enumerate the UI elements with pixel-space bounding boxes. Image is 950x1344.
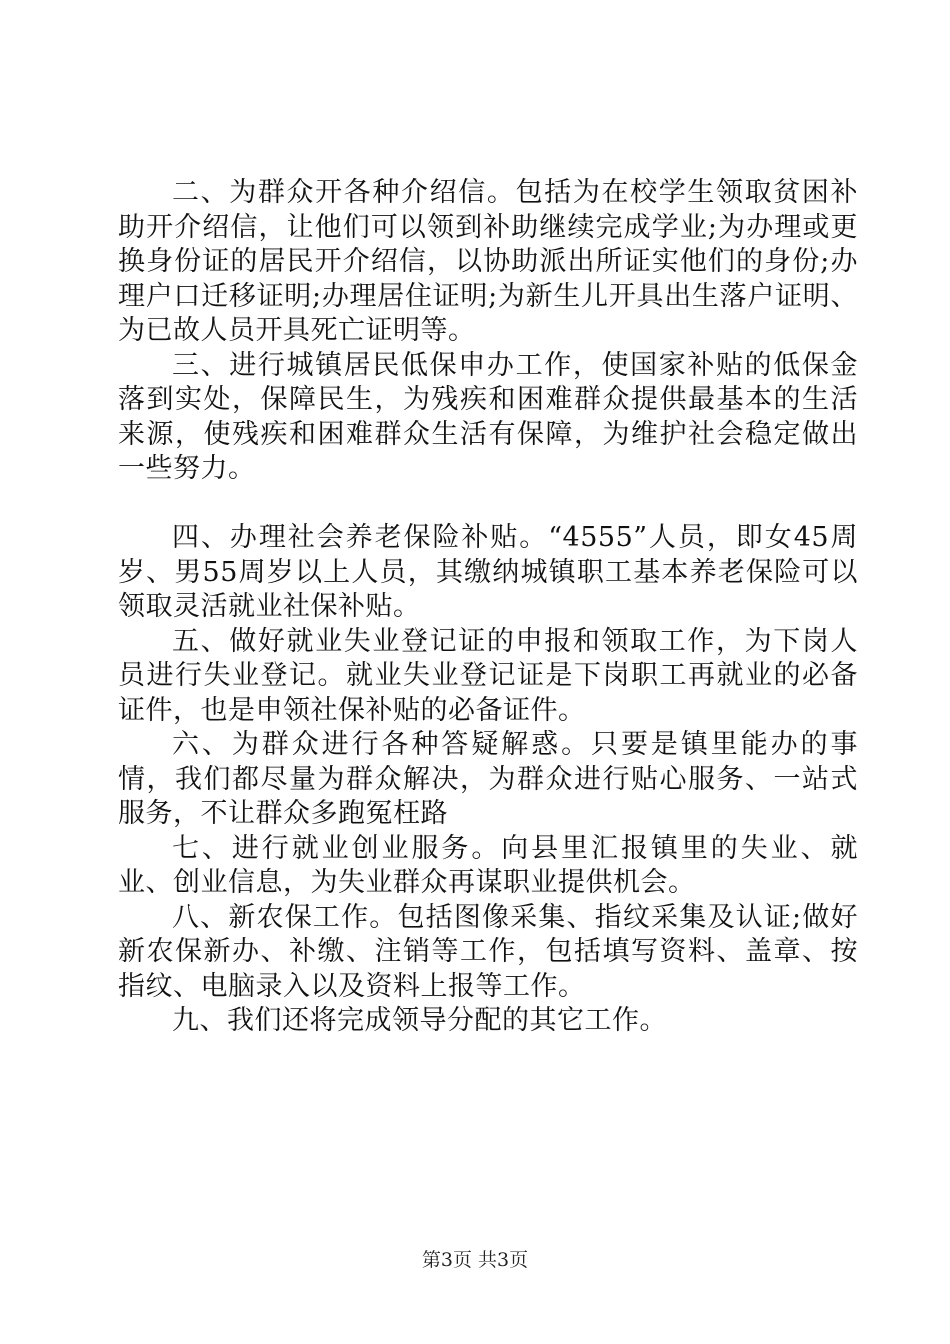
paragraph-item-4: 四、办理社会养老保险补贴。“4555”人员，即女45周岁、男55周岁以上人员，其缴纳城镇职工基本养老保险可以领取灵活就业社保补贴。 (118, 522, 858, 622)
paragraph-item-8: 八、新农保工作。包括图像采集、指纹采集及认证;做好新农保新办、补缴、注销等工作，包括填写资料、盖章、按指纹、电脑录入以及资料上报等工作。 (118, 901, 858, 1002)
paragraph-item-3: 三、进行城镇居民低保申办工作，使国家补贴的低保金落到实处，保障民生，为残疾和困难群众提供最基本的生活来源，使残疾和困难群众生活有保障，为维护社会稳定做出一些努力。 (118, 349, 858, 484)
paragraph-item-7: 七、进行就业创业服务。向县里汇报镇里的失业、就业、创业信息，为失业群众再谋职业提供机会。 (118, 832, 858, 898)
page-number-footer: 第3页 共3页 (421, 1249, 529, 1271)
paragraph-item-9: 九、我们还将完成领导分配的其它工作。 (172, 1005, 667, 1036)
document-body (118, 176, 858, 1039)
paragraph-item-5: 五、做好就业失业登记证的申报和领取工作，为下岗人员进行失业登记。就业失业登记证是下岗职工再就业的必备证件，也是申领社保补贴的必备证件。 (118, 625, 858, 726)
paragraph-item-2: 二、为群众开各种介绍信。包括为在校学生领取贫困补助开介绍信，让他们可以领到补助继续完成学业;为办理或更换身份证的居民开介绍信，以协助派出所证实他们的身份;办理户口迁移证明;办理居住证明;为新生儿开具出生落户证明、为已故人员开具死亡证明等。 (118, 177, 858, 346)
paragraph-item-6: 六、为群众进行各种答疑解惑。只要是镇里能办的事情，我们都尽量为群众解决，为群众进行贴心服务、一站式服务，不让群众多跑冤枉路 (118, 729, 858, 829)
